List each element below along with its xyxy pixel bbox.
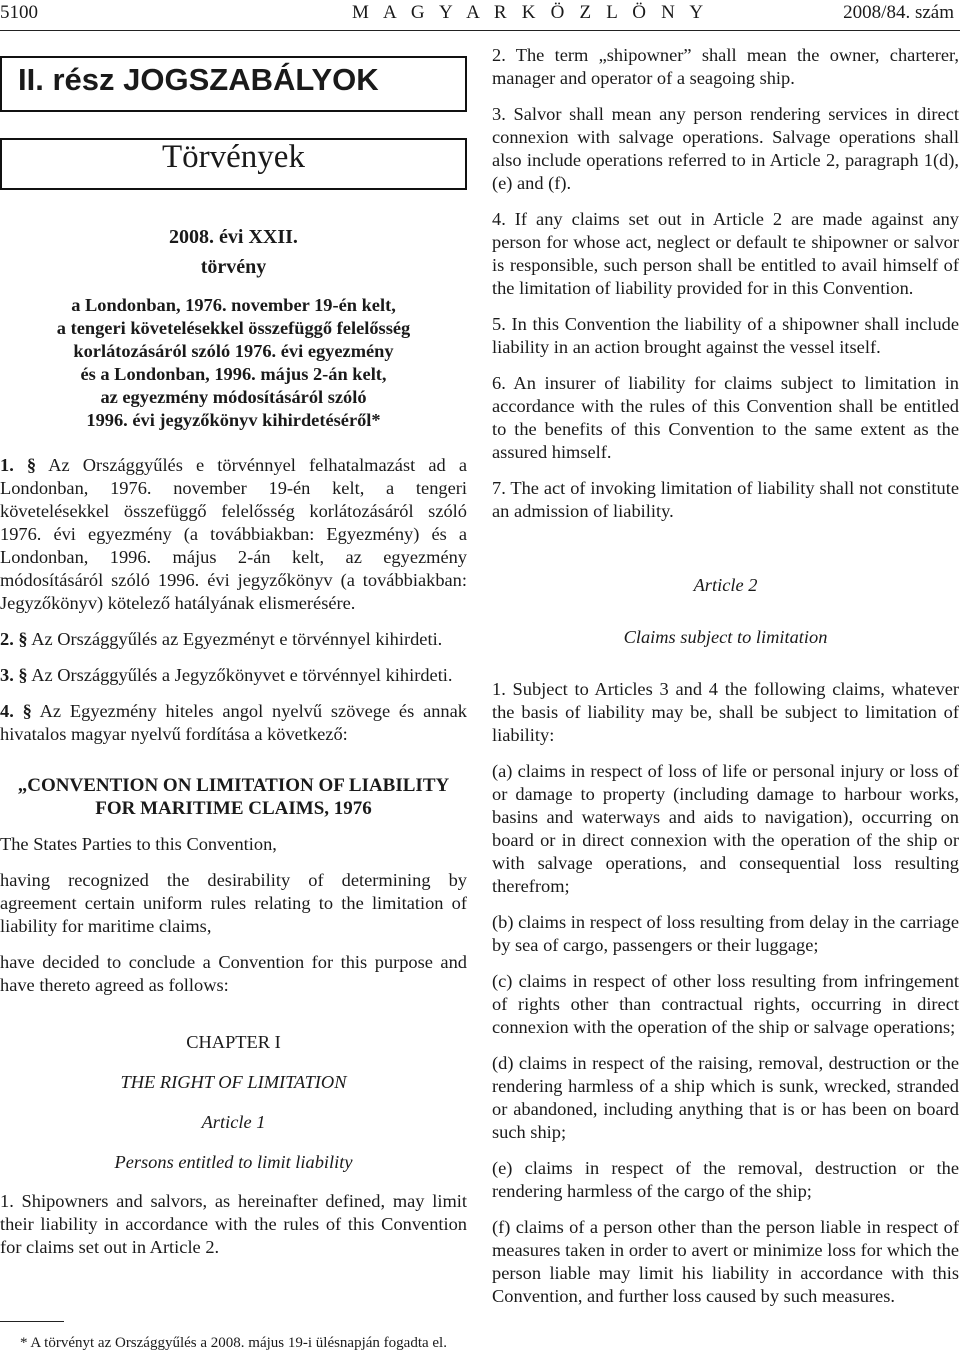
section-3: [0, 664, 467, 687]
article-2-title: Claims subject to limitation: [623, 627, 828, 647]
section-number: 3. §: [0, 665, 28, 685]
left-column: [0, 56, 467, 1259]
footnote: * A törvényt az Országgyűlés a 2008. május 19-i ülésnapján fogadta el.: [20, 1335, 447, 1351]
section-text: Az Országgyűlés e törvénnyel felhatalmazást ad a Londonban, 1976. november 19-én kelt, a tengeri követelésekkel összefüggő felelősség korlátozásáról szóló 1976. évi egyezmény (a továbbiakban: Egyezmény) és a Londonban, 1996. május 2-án kelt, az egyezmény módosításáról szóló 1996. évi jegyzőkönyv (a továbbiakban: Jegyzőkönyv) kötelező hatályának elismerésére.: [0, 455, 467, 613]
footnote-rule: [0, 1321, 64, 1322]
convention-title: [0, 774, 467, 820]
article-1-paragraph-3: 3. Salvor shall mean any person rendering services in direct connexion with salvage operations. Salvage operations shall also include operations referred to in Article 2, paragraph 1(d), (e) and (f).: [492, 104, 959, 193]
preamble-recognized: having recognized the desirability of determining by agreement certain uniform rules relating to the limitation of liability for maritime claims,: [0, 870, 467, 936]
convention-title-line: „CONVENTION ON LIMITATION OF LIABILITY: [17, 775, 450, 796]
section-text: Az Országgyűlés a Jegyzőkönyvet e törvénnyel kihirdeti.: [31, 665, 453, 685]
chapter-title: THE RIGHT OF LIMITATION: [120, 1072, 347, 1092]
article-1-paragraph-4: 4. If any claims set out in Article 2 are made against any person for whose act, neglect or default te shipowner or salvor is responsible, such person shall be entitled to avail himself of the limitation of liability provided for in this Convention.: [492, 209, 959, 298]
article-1-paragraph-7: 7. The act of invoking limitation of liability shall not constitute an admission of liability.: [492, 478, 959, 521]
law-title: [0, 294, 467, 432]
section-number: 4. §: [0, 701, 32, 721]
article-1-paragraph-5: 5. In this Convention the liability of a shipowner shall include liability in an action brought against the vessel itself.: [492, 314, 959, 357]
page-number: 5100: [0, 2, 38, 23]
section-heading: Törvények: [0, 138, 467, 190]
article-2-paragraph-1: 1. Subject to Articles 3 and 4 the following claims, whatever the basis of liability may be, shall be subject to limitation of liability:: [492, 679, 959, 745]
article-2-item-e: (e) claims in respect of the removal, destruction or the rendering harmless of the cargo of the ship;: [492, 1158, 959, 1201]
article-2-item-f: (f) claims of a person other than the person liable in respect of measures taken in order to avert or minimize loss for which the person liable may limit his liability in accordance with this Convention, and further loss caused by such measures.: [492, 1217, 959, 1306]
header-rule: [0, 30, 960, 31]
law-title-line: a tengeri követelésekkel összefüggő felelősség: [56, 318, 411, 338]
journal-title: M A G Y A R K Ö Z L Ö N Y: [352, 2, 709, 23]
section-1: [0, 454, 467, 615]
article-1-heading: Article 1: [201, 1112, 266, 1132]
article-2-item-b: (b) claims in respect of loss resulting from delay in the carriage by sea of cargo, passengers or their luggage;: [492, 912, 959, 955]
law-number: 2008. évi XXII.: [169, 226, 298, 248]
law-title-line: a Londonban, 1976. november 19-én kelt,: [71, 295, 396, 315]
page-header: [0, 2, 960, 26]
article-2-item-d: (d) claims in respect of the raising, removal, destruction or the rendering harmless of a ship which is sunk, wrecked, stranded or abandoned, including anything that is or has been on board such ship;: [492, 1053, 959, 1142]
law-title-line: az egyezmény módosításáról szóló: [100, 387, 367, 407]
section-number: 2. §: [0, 629, 28, 649]
chapter-heading: CHAPTER I: [186, 1032, 281, 1052]
article-2-item-a: (a) claims in respect of loss of life or personal injury or loss of or damage to property (including damage to harbour works, basins and waterways and aids to navigation), occurring on board or in direct connexion with the operation of the ship or with salvage operations, and consequential loss resulting therefrom;: [492, 761, 959, 896]
article-2-item-c: (c) claims in respect of other loss resulting from infringement of rights other than contractual rights, occurring in direct connexion with the operation of the ship or salvage operations;: [492, 971, 959, 1037]
section-text: Az Országgyűlés az Egyezményt e törvénnyel kihirdeti.: [31, 629, 443, 649]
article-1-paragraph-1: 1. Shipowners and salvors, as hereinafter defined, may limit their liability in accordance with the rules of this Convention for claims set out in Article 2.: [0, 1191, 467, 1257]
section-4: [0, 700, 467, 746]
article-1-title: Persons entitled to limit liability: [114, 1152, 353, 1172]
article-1-paragraph-2: 2. The term „shipowner” shall mean the owner, charterer, manager and operator of a seagoing ship.: [492, 45, 959, 88]
law-title-line: korlátozásáról szóló 1976. évi egyezmény: [73, 341, 394, 361]
preamble-decided: have decided to conclude a Convention for this purpose and have thereto agreed as follows:: [0, 952, 467, 995]
article-1-paragraph-6: 6. An insurer of liability for claims subject to limitation in accordance with the rules of this Convention shall be entitled to the benefits of this Convention to the same extent as the assured himself.: [492, 373, 959, 462]
section-text: Az Egyezmény hiteles angol nyelvű szövege és annak hivatalos magyar nyelvű fordítása a következő:: [0, 701, 467, 744]
law-type: törvény: [200, 256, 267, 278]
section-2: [0, 628, 467, 651]
law-title-line: 1996. évi jegyzőkönyv kihirdetéséről*: [86, 410, 381, 430]
issue-number: 2008/84. szám: [843, 2, 954, 23]
law-number-block: [0, 222, 467, 282]
states-parties: The States Parties to this Convention,: [0, 834, 277, 854]
convention-title-line: FOR MARITIME CLAIMS, 1976: [95, 798, 372, 819]
right-column: [492, 44, 959, 1308]
law-title-line: és a Londonban, 1996. május 2-án kelt,: [80, 364, 387, 384]
article-2-heading: Article 2: [693, 575, 758, 595]
section-number: 1. §: [0, 455, 37, 475]
part-heading: II. rész JOGSZABÁLYOK: [0, 56, 467, 112]
